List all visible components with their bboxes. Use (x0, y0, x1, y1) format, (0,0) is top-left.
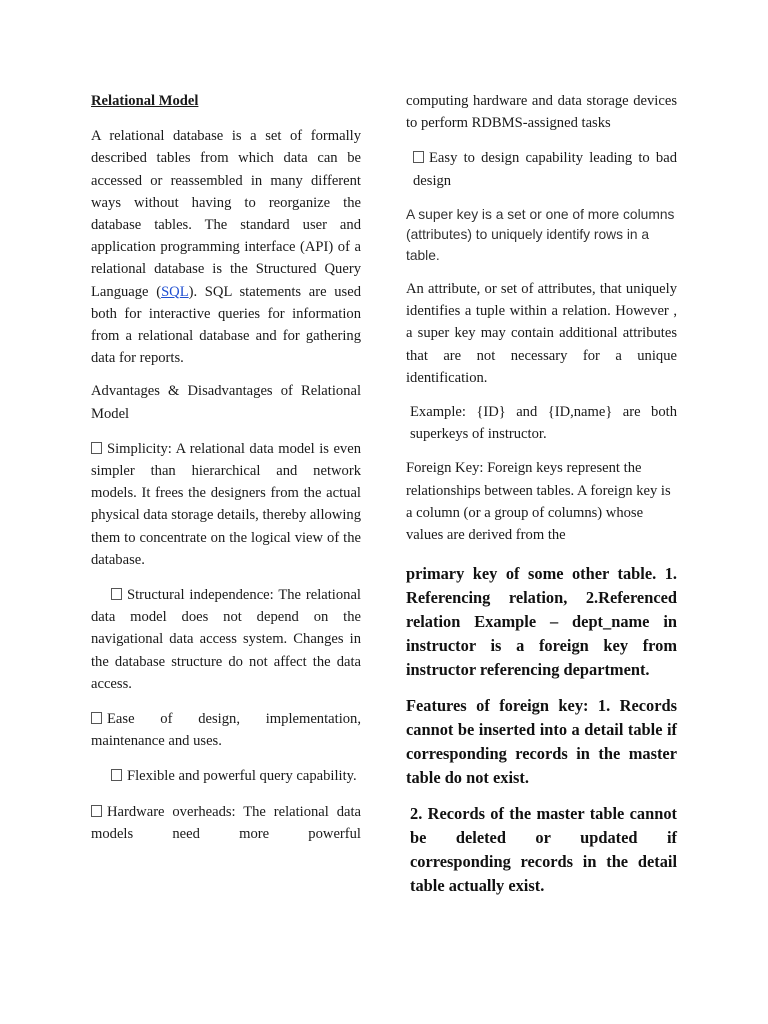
bullet-structural-independence (91, 584, 361, 695)
bullet-text: Flexible and powerful query capability. (127, 768, 357, 785)
bullet-text: Ease of design, implementation, maintenance and uses. (91, 711, 361, 750)
checkbox-bullet-icon (413, 151, 424, 163)
super-key-definition: A super key is a set or one of more columns (attributes) to uniquely identify rows in a table. (406, 206, 675, 263)
bullet-bad-design (406, 147, 677, 191)
primary-key-example: primary key of some other table. 1. Referencing relation, 2.Referenced relation Example – dept_name in instructor is a foreign key from instructor referencing department. (406, 564, 677, 680)
advantages-heading: Advantages & Disadvantages of Relational Model (91, 383, 361, 422)
superkey-example: Example: {ID} and {ID,name} are both superkeys of instructor. (410, 404, 677, 443)
foreign-key-features: Features of foreign key: 1. Records cannot be inserted into a detail table if corresponding records in the master table do not exist. (406, 696, 677, 788)
super-key-detail: An attribute, or set of attributes, that uniquely identifies a tuple within a relation. However , a super key may contain additional attributes that are not necessary for a unique identification. (406, 281, 677, 386)
bullet-simplicity (91, 438, 361, 571)
hardware-continuation: computing hardware and data storage devices to perform RDBMS-assigned tasks (406, 93, 677, 132)
checkbox-bullet-icon (91, 442, 102, 454)
bullet-text: Easy to design capability leading to bad design (413, 150, 677, 189)
checkbox-bullet-icon (91, 805, 102, 817)
section-heading: Relational Model (91, 93, 199, 109)
intro-text-before-link: A relational database is a set of formally described tables from which data can be accessed or reassembled in many different ways without having to reorganize the database tables. The standard user and application programming interface (API) of a relational database is the Structured Query Language ( (91, 128, 361, 300)
right-column (406, 90, 677, 898)
bullet-text: Structural independence: The relational data model does not depend on the navigational data access system. Changes in the database structure do not affect the data access. (91, 587, 361, 692)
checkbox-bullet-icon (111, 769, 122, 781)
master-table-rule: 2. Records of the master table cannot be deleted or updated if corresponding records in the detail table actually exist. (410, 804, 677, 896)
bullet-text: Simplicity: A relational data model is even simpler than hierarchical and network models. It frees the designers from the actual physical data storage details, thereby allowing them to concentrate on the logical view of the database. (91, 440, 361, 568)
intro-paragraph (91, 125, 361, 369)
bullet-hardware-overheads (91, 801, 361, 845)
checkbox-bullet-icon (111, 588, 122, 600)
left-column (91, 90, 361, 845)
sql-link[interactable]: SQL (161, 283, 189, 300)
foreign-key-definition: Foreign Key: Foreign keys represent the relationships between tables. A foreign key is a column (or a group of columns) whose values are derived from the (406, 460, 671, 544)
bullet-text: Hardware overheads: The relational data models need more powerful (91, 803, 361, 842)
checkbox-bullet-icon (91, 712, 102, 724)
bullet-flexible-query (91, 765, 361, 787)
bullet-ease-of-design (91, 708, 361, 752)
intro-text-after-link: ). SQL statements are used both for interactive queries for information from a relational database and for gathering data for reports. (91, 283, 361, 367)
